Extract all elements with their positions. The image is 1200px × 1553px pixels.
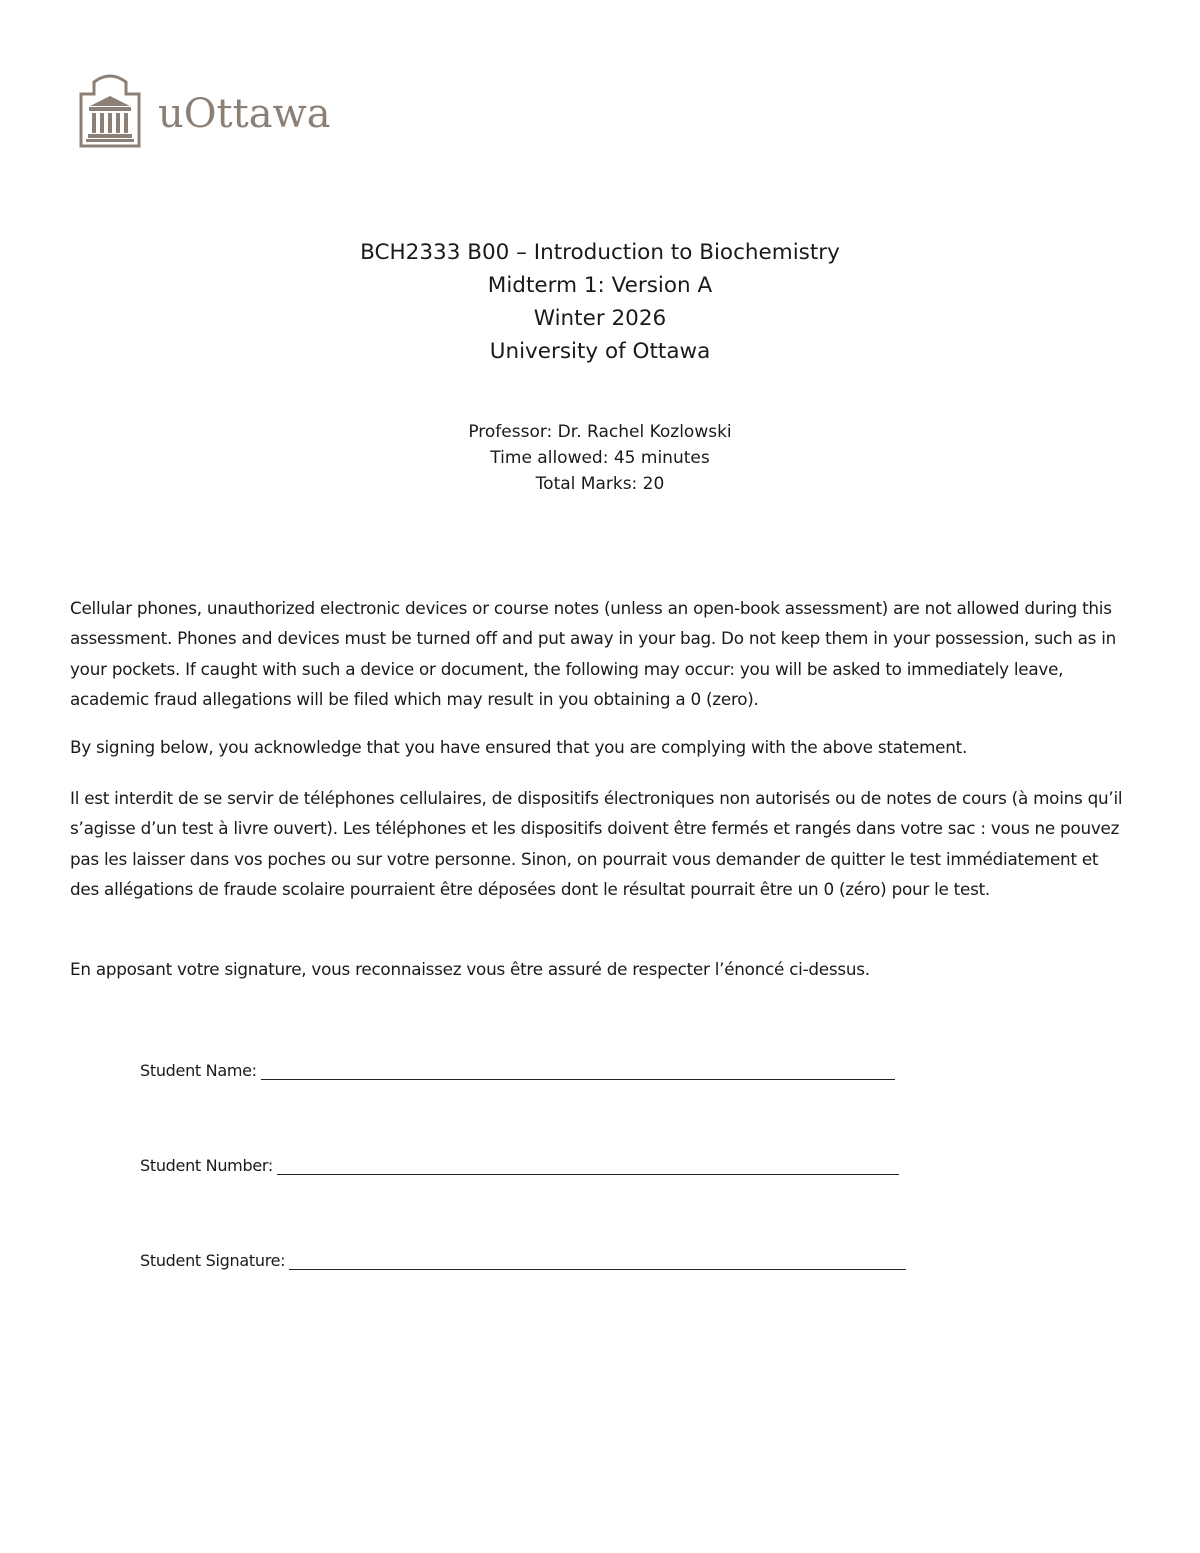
student-number-line[interactable] — [277, 1154, 899, 1175]
university-building-icon — [78, 72, 142, 148]
acknowledgement-english: By signing below, you acknowledge that you have ensured that you are complying with the above statement. — [70, 737, 968, 757]
student-number-field — [140, 1149, 899, 1175]
student-signature-field — [140, 1244, 906, 1270]
exam-info — [0, 419, 1200, 497]
policy-paragraph-english: Cellular phones, unauthorized electronic devices or course notes (unless an open-book assessment) are not allowed during this assessment. Phones and devices must be turned off and put away in your bag. Do not keep them in your possession, such as in your pockets. If caught with such a device or document, the following may occur: you will be asked to immediately leave, academic fraud allegations will be filed which may result in you obtaining a 0 (zero). — [70, 598, 1117, 709]
time-allowed-line: Time allowed: 45 minutes — [490, 448, 710, 468]
student-signature-label: Student Signature: — [140, 1251, 286, 1270]
total-marks-line: Total Marks: 20 — [535, 474, 665, 494]
course-title: BCH2333 B00 – Introduction to Biochemistry — [360, 240, 840, 265]
professor-line: Professor: Dr. Rachel Kozlowski — [468, 422, 732, 442]
student-signature-line[interactable] — [289, 1249, 906, 1270]
student-name-line[interactable] — [261, 1059, 895, 1080]
policy-paragraph-french: Il est interdit de se servir de téléphones cellulaires, de dispositifs électroniques non autorisés ou de notes de cours (à moins qu’il s’agisse d’un test à livre ouvert). Les téléphones et les dispositifs doivent être fermés et rangés dans votre sac : vous ne pouvez pas les laisser dans vos poches ou sur votre personne. Sinon, on pourrait vous demander de quitter le test immédiatement et des allégations de fraude scolaire pourraient être déposées dont le résultat pourrait être un 0 (zéro) pour le test. — [70, 788, 1123, 899]
exam-term: Winter 2026 — [533, 306, 667, 331]
exam-title — [0, 236, 1200, 368]
institution-name: University of Ottawa — [489, 339, 711, 364]
logo-wordmark: uOttawa — [158, 91, 331, 137]
university-logo — [78, 72, 358, 150]
acknowledgement-french: En apposant votre signature, vous reconnaissez vous être assuré de respecter l’énoncé ci-dessus. — [70, 959, 870, 979]
exam-version: Midterm 1: Version A — [487, 273, 713, 298]
student-name-label: Student Name: — [140, 1061, 257, 1080]
student-name-field — [140, 1054, 895, 1080]
student-number-label: Student Number: — [140, 1156, 273, 1175]
